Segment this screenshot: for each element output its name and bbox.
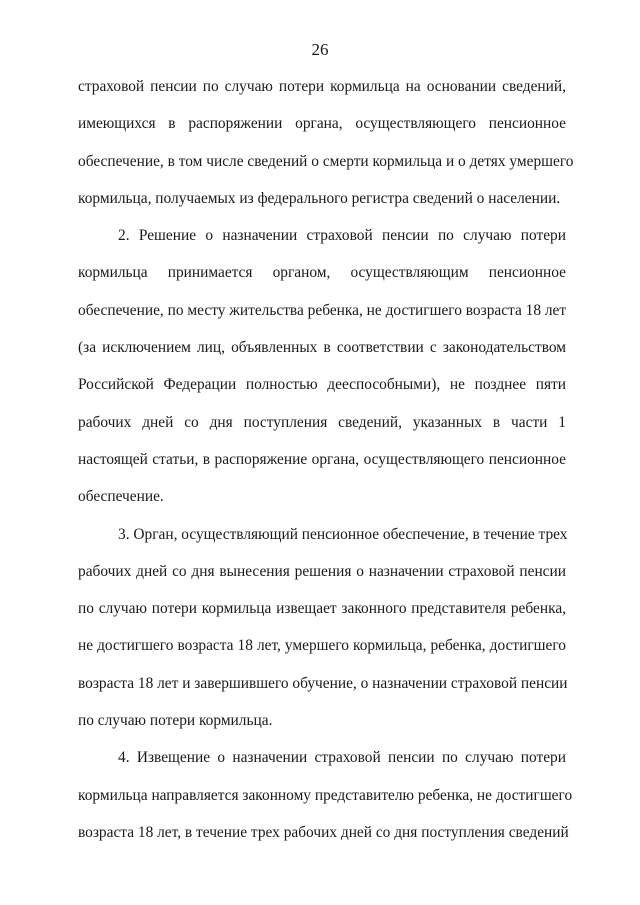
paragraph-continuation — [78, 68, 574, 217]
text-line: по случаю потери кормильца извещает законного представителя ребенка, — [78, 600, 566, 618]
text-line: Российской Федерации полностью дееспособными), не позднее пяти — [78, 376, 566, 394]
text-line: рабочих дней со дня поступления сведений, указанных в части 1 — [78, 413, 566, 431]
text-line: настоящей статьи, в распоряжение органа, осуществляющего пенсионное — [78, 450, 566, 468]
text-line: страховой пенсии по случаю потери кормильца на основании сведений, — [78, 78, 566, 95]
text-line: обеспечение, в том числе сведений о смерти кормильца и о детях умершего — [78, 152, 574, 170]
paragraph-clause-3 — [78, 516, 566, 740]
text-line: возраста 18 лет, в течение трех рабочих дней со дня поступления сведений — [78, 823, 569, 841]
paragraph-clause-2 — [78, 217, 566, 515]
page-number: 26 — [311, 40, 329, 59]
text-line: рабочих дней со дня вынесения решения о назначении страховой пенсии — [78, 562, 566, 580]
text-line: кормильца принимается органом, осуществляющим пенсионное — [78, 264, 566, 282]
text-line: обеспечение. — [78, 488, 164, 506]
text-line: 4. Извещение о назначении страховой пенсии по случаю потери — [118, 749, 566, 767]
text-line: имеющихся в распоряжении органа, осуществляющего пенсионное — [78, 115, 566, 133]
text-line: кормильца, получаемых из федерального регистра сведений о населении. — [78, 189, 561, 207]
text-line: не достигшего возраста 18 лет, умершего кормильца, ребенка, достигшего — [78, 637, 566, 655]
text-line: обеспечение, по месту жительства ребенка, не достигшего возраста 18 лет — [78, 301, 567, 319]
text-line: 2. Решение о назначении страховой пенсии по случаю потери — [118, 227, 566, 245]
text-line: по случаю потери кормильца. — [78, 712, 273, 730]
text-line: кормильца направляется законному представителю ребенка, не достигшего — [78, 786, 573, 804]
paragraph-clause-4 — [78, 739, 573, 851]
text-line: (за исключением лиц, объявленных в соответствии с законодательством — [78, 339, 566, 357]
text-line: возраста 18 лет и завершившего обучение, о назначении страховой пенсии — [78, 674, 568, 692]
document-body — [78, 68, 574, 851]
text-line: 3. Орган, осуществляющий пенсионное обеспечение, в течение трех — [118, 525, 568, 543]
